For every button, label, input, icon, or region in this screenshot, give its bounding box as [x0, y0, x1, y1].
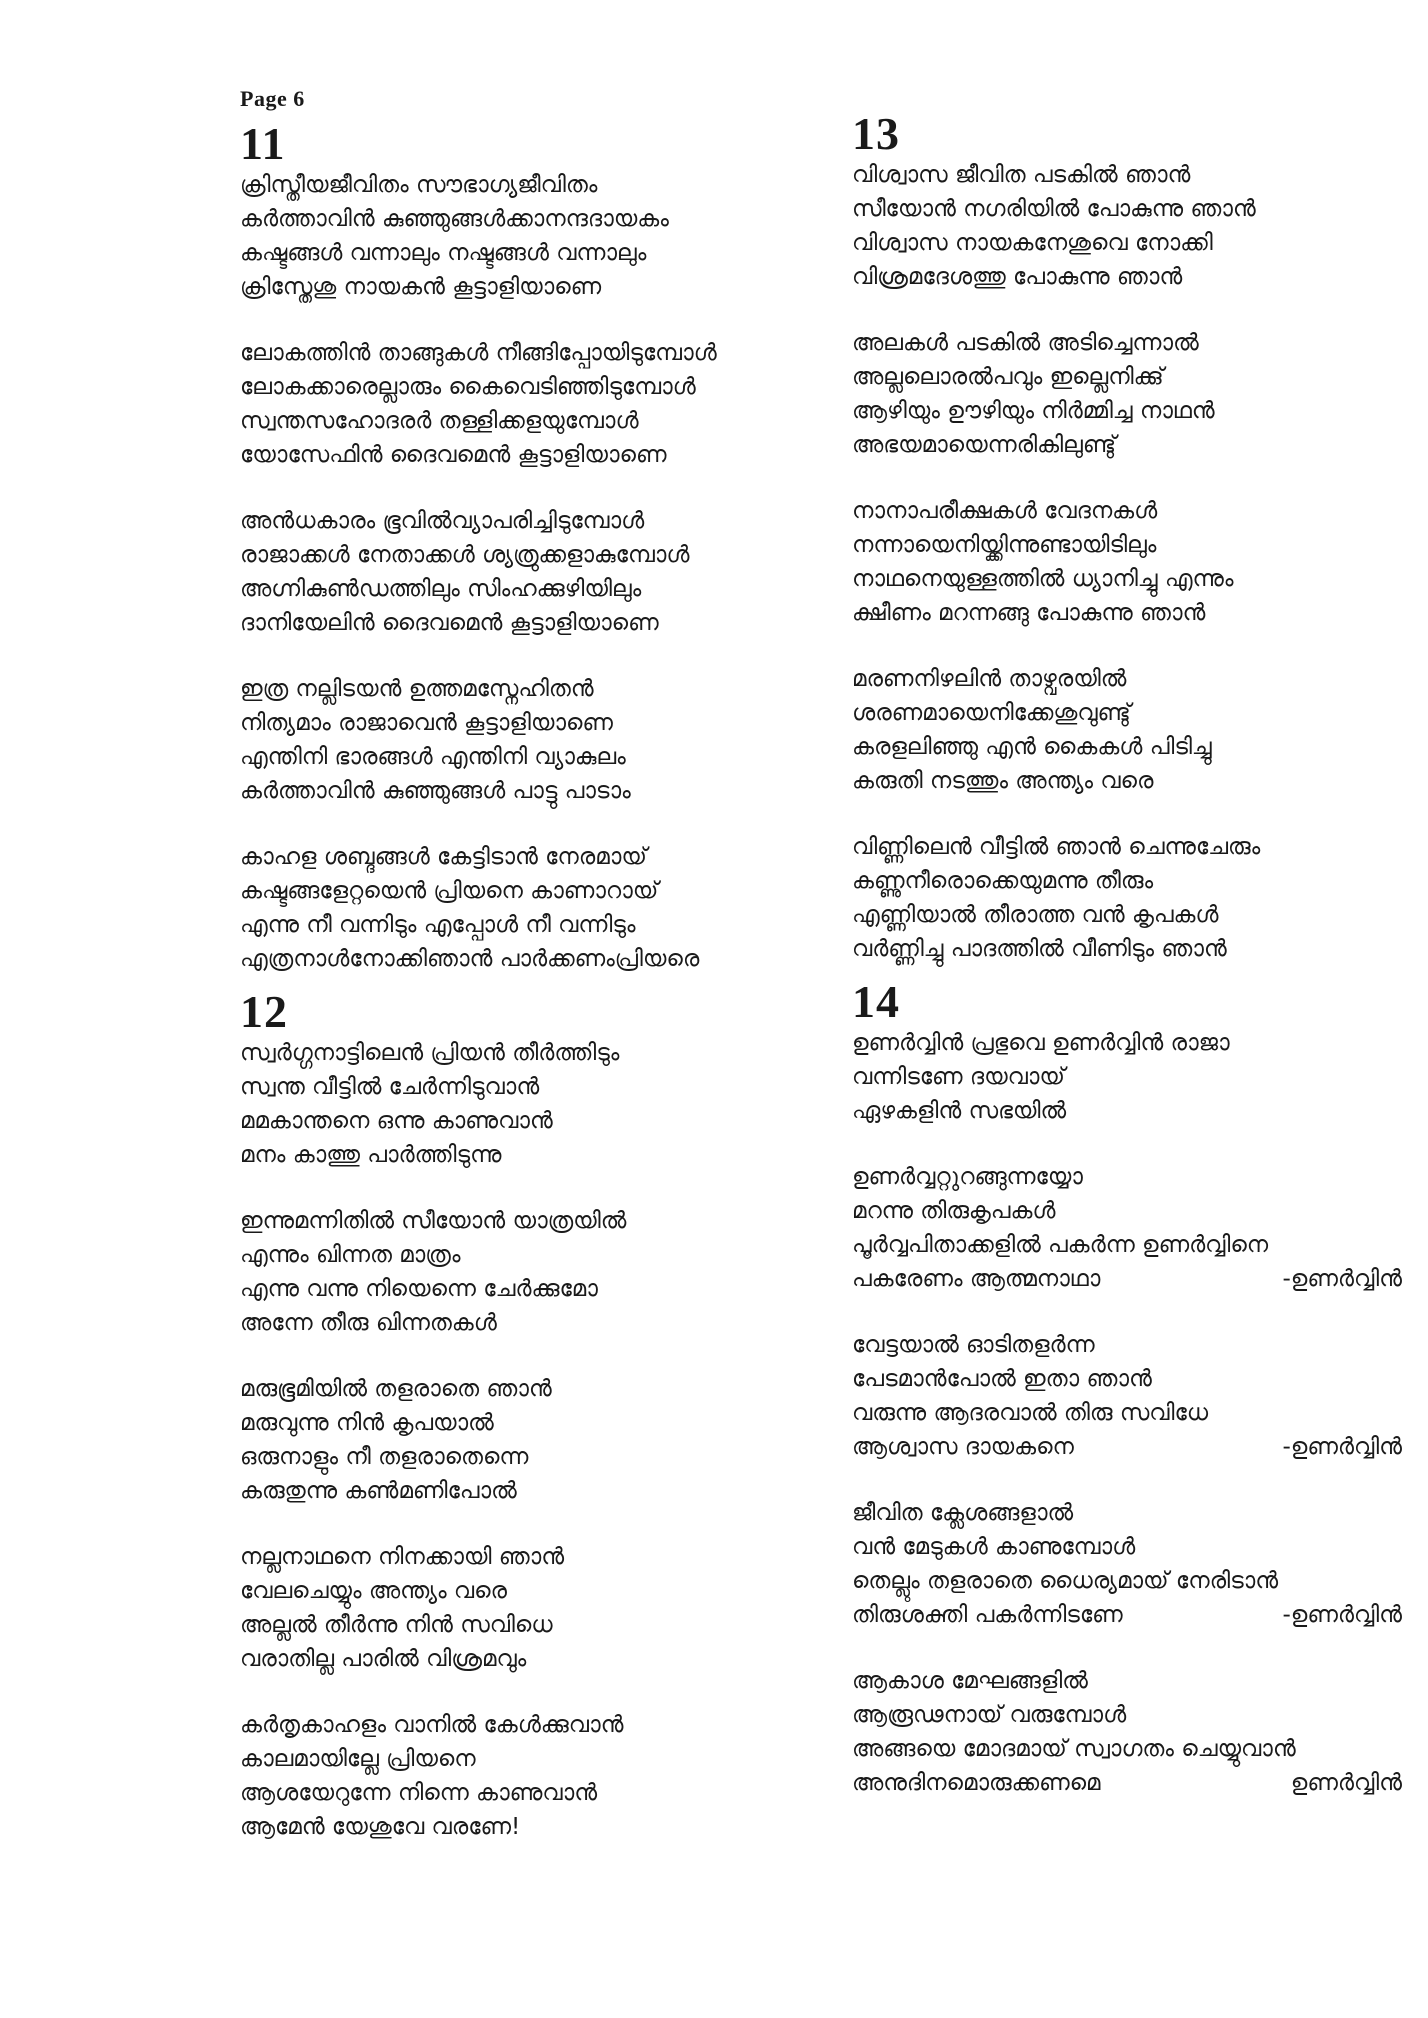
lyric-text: ഏഴകളിൻ സഭയിൽ	[852, 1098, 1067, 1124]
song-block	[240, 988, 800, 1844]
lyric-line	[852, 1698, 1412, 1732]
lyric-text: തെല്ലും തളരാതെ ധൈര്യമായ് നേരിടാൻ	[852, 1568, 1279, 1594]
right-column	[852, 110, 1412, 1812]
lyric-text: കാഹള ശബ്ദങ്ങൾ കേട്ടിടാൻ നേരമായ്	[240, 844, 647, 870]
lyric-text: വന്നിടണേ ദയവായ്	[852, 1064, 1065, 1090]
lyric-text: സീയോൻ നഗരിയിൽ പോകുന്നു ഞാൻ	[852, 196, 1256, 222]
stanza	[852, 1160, 1412, 1296]
lyric-line	[240, 1036, 800, 1070]
lyric-line	[240, 1138, 800, 1172]
lyric-line	[240, 1104, 800, 1138]
lyric-line	[852, 394, 1412, 428]
lyric-text: ഉണർവ്വിൻ പ്രഭുവെ ഉണർവ്വിൻ രാജാ	[852, 1030, 1230, 1056]
left-column	[240, 120, 800, 1856]
lyric-text: അൻധകാരം ഭൂവിൽവ്യാപരിച്ചിടുമ്പോൾ	[240, 508, 645, 534]
lyric-line	[240, 908, 800, 942]
lyric-line	[852, 260, 1412, 294]
lyric-line	[240, 1608, 800, 1642]
lyric-line	[852, 1564, 1412, 1598]
lyric-text: എണ്ണിയാൽ തീരാത്ത വൻ കൃപകൾ	[852, 902, 1219, 928]
lyric-text: ആരൂഢനായ് വരുമ്പോൾ	[852, 1702, 1127, 1728]
lyric-text: പേടമാൻപോൽ ഇതാ ഞാൻ	[852, 1366, 1152, 1392]
lyric-line	[852, 528, 1412, 562]
lyric-line	[240, 168, 800, 202]
lyric-text: വിശ്രമദേശത്തു പോകുന്നു ഞാൻ	[852, 264, 1183, 290]
stanza	[240, 672, 800, 808]
lyric-text: പകരേണം ആത്മനാഥാ	[852, 1266, 1101, 1292]
lyric-line	[240, 672, 800, 706]
lyric-text: സ്വന്ത വീട്ടിൽ ചേർന്നിടുവാൻ	[240, 1074, 540, 1100]
refrain-cue: -ഉണർവ്വിൻ	[1282, 1266, 1402, 1292]
stanza	[852, 1664, 1412, 1800]
lyric-line	[852, 596, 1412, 630]
stanza	[240, 1540, 800, 1676]
lyric-line	[852, 1094, 1412, 1128]
lyric-line	[240, 270, 800, 304]
lyric-text: കരുതി നടത്തും അന്ത്യം വരെ	[852, 768, 1154, 794]
song-number: 13	[852, 108, 900, 159]
lyric-line	[240, 538, 800, 572]
lyric-text: കർത്താവിൻ കുഞ്ഞുങ്ങൾക്കാനന്ദദായകം	[240, 206, 669, 232]
song-block	[240, 120, 800, 976]
stanza	[852, 830, 1412, 966]
lyric-line	[852, 1060, 1412, 1094]
lyric-line	[240, 1642, 800, 1676]
lyric-line	[852, 428, 1412, 462]
lyric-line	[852, 1664, 1412, 1698]
lyric-text: കരളലിഞ്ഞു എൻ കൈകൾ പിടിച്ചു	[852, 734, 1212, 760]
song-number: 11	[240, 118, 286, 169]
stanza	[852, 326, 1412, 462]
lyric-text: ഇത്ര നല്ലിടയൻ ഉത്തമസ്നേഹിതൻ	[240, 676, 594, 702]
lyric-line	[240, 1742, 800, 1776]
lyric-line	[852, 730, 1412, 764]
lyric-text: കർതൃകാഹളം വാനിൽ കേൾക്കുവാൻ	[240, 1712, 624, 1738]
refrain-cue: ഉണർവ്വിൻ	[1290, 1770, 1402, 1796]
lyric-text: എത്രനാൾനോക്കിഞാൻ പാർക്കണംപ്രിയരെ	[240, 946, 700, 972]
lyric-text: ആഴിയും ഊഴിയും നിർമ്മിച്ച നാഥൻ	[852, 398, 1215, 424]
lyric-text: അലകൾ പടകിൽ അടിച്ചെന്നാൽ	[852, 330, 1199, 356]
lyric-line	[852, 1530, 1412, 1564]
lyric-text: നാഥനെയുള്ളത്തിൽ ധ്യാനിച്ചു എന്നും	[852, 566, 1234, 592]
lyric-line	[240, 1204, 800, 1238]
lyric-line	[240, 1574, 800, 1608]
lyric-line	[240, 840, 800, 874]
lyric-text: കണ്ണുനീരൊക്കെയുമന്നു തീരും	[852, 868, 1154, 894]
lyric-text: വിണ്ണിലെൻ വീട്ടിൽ ഞാൻ ചെന്നുചേരും	[852, 834, 1261, 860]
lyric-line	[852, 1026, 1412, 1060]
lyric-line	[852, 158, 1412, 192]
lyric-text: ആശ്വാസ ദായകനെ	[852, 1434, 1074, 1460]
lyric-text: മറന്നു തിരുകൃപകൾ	[852, 1198, 1056, 1224]
lyric-line	[240, 404, 800, 438]
stanza	[240, 336, 800, 472]
lyric-line	[240, 370, 800, 404]
lyric-text: വർണ്ണിച്ചു പാദത്തിൽ വീണിടും ഞാൻ	[852, 936, 1227, 962]
stanza	[852, 1496, 1412, 1632]
lyric-text: മനം കാത്തു പാർത്തിടുന്നു	[240, 1142, 502, 1168]
lyric-text: വരുന്നു ആദരവാൽ തിരു സവിധേ	[852, 1400, 1209, 1426]
lyric-line	[240, 202, 800, 236]
lyric-line	[240, 740, 800, 774]
lyric-text: നല്ലനാഥനെ നിനക്കായി ഞാൻ	[240, 1544, 565, 1570]
lyric-line	[240, 1238, 800, 1272]
lyric-text: ഇന്നുമന്നിതിൽ സീയോൻ യാത്രയിൽ	[240, 1208, 627, 1234]
lyric-text: യോസേഫിൻ ദൈവമെൻ കൂട്ടാളിയാണെ	[240, 442, 667, 468]
lyric-line	[852, 1430, 1412, 1464]
lyric-line	[240, 1306, 800, 1340]
lyric-line	[852, 494, 1412, 528]
lyric-line	[852, 562, 1412, 596]
lyric-text: സ്വർഗ്ഗനാട്ടിലെൻ പ്രിയൻ തീർത്തിടും	[240, 1040, 620, 1066]
lyric-line	[852, 864, 1412, 898]
stanza	[240, 1036, 800, 1172]
lyric-text: അനുദിനമൊരുക്കണമെ	[852, 1770, 1101, 1796]
stanza	[852, 1026, 1412, 1128]
lyric-line	[852, 830, 1412, 864]
lyric-line	[240, 1070, 800, 1104]
lyric-text: വൻ മേടുകൾ കാണുമ്പോൾ	[852, 1534, 1136, 1560]
lyric-text: വേലചെയ്യും അന്ത്യം വരെ	[240, 1578, 508, 1604]
lyric-text: തിരുശക്തി പകർന്നിടണേ	[852, 1602, 1123, 1628]
lyric-line	[240, 1776, 800, 1810]
lyric-line	[240, 1810, 800, 1844]
lyric-text: വിശ്വാസ ജീവിത പടകിൽ ഞാൻ	[852, 162, 1191, 188]
lyric-line	[240, 1372, 800, 1406]
song-block	[852, 978, 1412, 1800]
lyric-text: നന്നായെനിയ്ക്കിന്നുണ്ടായിടിലും	[852, 532, 1157, 558]
lyric-text: ക്രിസ്തീയജീവിതം സൗഭാഗ്യജീവിതം	[240, 172, 598, 198]
lyric-text: കഷ്ടങ്ങളേറ്റയെൻ പ്രിയനെ കാണാറായ്	[240, 878, 659, 904]
lyric-text: അഭയമായെന്നരികിലുണ്ടു്	[852, 432, 1117, 458]
lyric-line	[240, 572, 800, 606]
stanza	[852, 662, 1412, 798]
lyric-text: ലോകക്കാരെല്ലാരും കൈവെടിഞ്ഞിടുമ്പോൾ	[240, 374, 696, 400]
refrain-cue: -ഉണർവ്വിൻ	[1282, 1602, 1402, 1628]
lyric-text: അങ്ങയെ മോദമായ് സ്വാഗതം ചെയ്യുവാൻ	[852, 1736, 1296, 1762]
lyric-line	[240, 1406, 800, 1440]
lyric-text: നിത്യമാം രാജാവെൻ കൂട്ടാളിയാണെ	[240, 710, 613, 736]
song-number: 12	[240, 986, 288, 1037]
lyric-line	[852, 1328, 1412, 1362]
lyric-line	[852, 1160, 1412, 1194]
lyric-line	[240, 504, 800, 538]
lyric-text: അഗ്നികുൺഡത്തിലും സിംഹക്കുഴിയിലും	[240, 576, 642, 602]
lyric-line	[240, 1440, 800, 1474]
lyric-text: വരാതില്ല പാരിൽ വിശ്രമവും	[240, 1646, 527, 1672]
lyric-line	[240, 1272, 800, 1306]
lyric-text: ജീവിത ക്ലേശങ്ങളാൽ	[852, 1500, 1074, 1526]
lyric-text: ഒരുനാളും നീ തളരാതെന്നെ	[240, 1444, 529, 1470]
lyric-line	[240, 606, 800, 640]
lyric-line	[852, 932, 1412, 966]
lyric-text: അല്ലൽ തീർന്നു നിൻ സവിധെ	[240, 1612, 553, 1638]
lyric-line	[240, 1708, 800, 1742]
lyric-line	[852, 1732, 1412, 1766]
lyric-text: മമകാന്തനെ ഒന്നു കാണുവാൻ	[240, 1108, 553, 1134]
lyric-text: സ്വന്തസഹോദരർ തള്ളിക്കളയുമ്പോൾ	[240, 408, 639, 434]
song-block	[852, 110, 1412, 966]
lyric-line	[240, 1540, 800, 1574]
lyric-line	[852, 1362, 1412, 1396]
lyric-line	[852, 360, 1412, 394]
lyric-text: മരുഭൂമിയിൽ തളരാതെ ഞാൻ	[240, 1376, 552, 1402]
stanza	[240, 504, 800, 640]
lyric-text: കർത്താവിൻ കുഞ്ഞുങ്ങൾ പാട്ടു പാടാം	[240, 778, 631, 804]
lyric-text: ലോകത്തിൻ താങ്ങുകൾ നീങ്ങിപ്പോയിടുമ്പോൾ	[240, 340, 717, 366]
lyric-text: എന്നു വന്നു നിയെന്നെ ചേർക്കുമോ	[240, 1276, 598, 1302]
lyric-text: ശരണമായെനിക്കേശുവുണ്ടു്	[852, 700, 1131, 726]
stanza	[240, 840, 800, 976]
lyric-text: പൂർവ്വപിതാക്കളിൽ പകർന്ന ഉണർവ്വിനെ	[852, 1232, 1269, 1258]
lyric-text: ക്ഷീണം മറന്നങ്ങു പോകുന്നു ഞാൻ	[852, 600, 1206, 626]
lyric-line	[852, 696, 1412, 730]
lyric-text: കഷ്ടങ്ങൾ വന്നാലും നഷ്ടങ്ങൾ വന്നാലും	[240, 240, 647, 266]
page-number-label: Page 6	[240, 86, 305, 111]
lyric-text: രാജാക്കൾ നേതാക്കൾ ശ്യത്രുക്കളാകുമ്പോൾ	[240, 542, 690, 568]
lyric-line	[852, 1496, 1412, 1530]
lyric-line	[852, 1262, 1412, 1296]
stanza	[240, 1204, 800, 1340]
refrain-cue: -ഉണർവ്വിൻ	[1282, 1434, 1402, 1460]
stanza	[240, 168, 800, 304]
lyric-line	[852, 1194, 1412, 1228]
lyric-text: വേട്ടയാൽ ഓടിതളർന്ന	[852, 1332, 1095, 1358]
lyric-line	[852, 1396, 1412, 1430]
lyric-line	[852, 1228, 1412, 1262]
lyric-text: ഉണർവ്വറ്റുറങ്ങുന്നയ്യോ	[852, 1164, 1083, 1190]
lyric-text: എന്തിനി ഭാരങ്ങൾ എന്തിനി വ്യാകുലം	[240, 744, 626, 770]
lyric-text: നാനാപരീക്ഷകൾ വേദനകൾ	[852, 498, 1158, 524]
lyric-line	[852, 226, 1412, 260]
stanza	[240, 1372, 800, 1508]
lyric-line	[852, 898, 1412, 932]
lyric-text: എന്നു നീ വന്നിടും എപ്പോൾ നീ വന്നിടും	[240, 912, 636, 938]
lyric-text: എന്നും ഖിന്നത മാത്രം	[240, 1242, 461, 1268]
lyric-text: മരുവുന്നു നിൻ കൃപയാൽ	[240, 1410, 494, 1436]
lyric-line	[852, 764, 1412, 798]
lyric-line	[852, 192, 1412, 226]
lyric-line	[852, 662, 1412, 696]
lyric-text: ക്രിസ്തേശു നായകൻ കൂട്ടാളിയാണെ	[240, 274, 602, 300]
lyric-line	[240, 1474, 800, 1508]
lyric-line	[240, 874, 800, 908]
lyric-text: അന്നേ തീരു ഖിന്നതകൾ	[240, 1310, 497, 1336]
lyric-line	[240, 706, 800, 740]
lyric-text: വിശ്വാസ നായകനേശുവെ നോക്കി	[852, 230, 1213, 256]
lyric-text: മരണനിഴലിൻ താഴ്വരയിൽ	[852, 666, 1127, 692]
lyric-text: ആശയേറുന്നേ നിന്നെ കാണുവാൻ	[240, 1780, 598, 1806]
lyric-line	[852, 326, 1412, 360]
stanza	[852, 494, 1412, 630]
lyric-line	[852, 1766, 1412, 1800]
lyric-text: കാലമായില്ലേ പ്രിയനെ	[240, 1746, 476, 1772]
lyric-line	[240, 438, 800, 472]
stanza	[240, 1708, 800, 1844]
lyric-text: ആമേൻ യേശുവേ വരണേ!	[240, 1814, 521, 1840]
lyric-line	[240, 336, 800, 370]
lyric-line	[852, 1598, 1412, 1632]
stanza	[852, 1328, 1412, 1464]
lyric-text: അല്ലലൊരൽപവും ഇല്ലെനിക്കു്	[852, 364, 1164, 390]
song-number: 14	[852, 976, 900, 1027]
lyric-line	[240, 942, 800, 976]
stanza	[852, 158, 1412, 294]
lyric-text: ദാനിയേലിൻ ദൈവമെൻ കൂട്ടാളിയാണെ	[240, 610, 659, 636]
lyric-text: കരുതുന്നു കൺമണിപോൽ	[240, 1478, 517, 1504]
lyric-line	[240, 774, 800, 808]
lyric-text: ആകാശ മേഘങ്ങളിൽ	[852, 1668, 1088, 1694]
lyric-line	[240, 236, 800, 270]
